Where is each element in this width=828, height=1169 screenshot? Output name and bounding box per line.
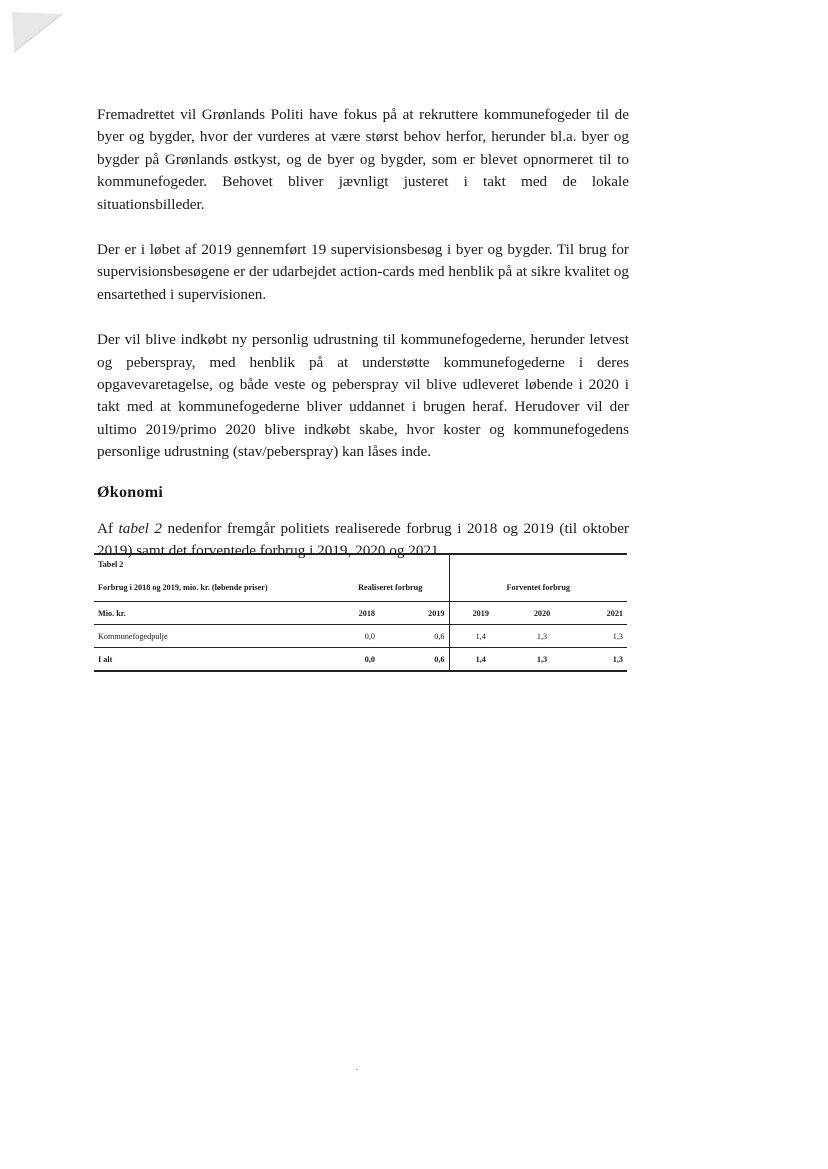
table-cell: 1,3	[572, 648, 627, 672]
row-label: I alt	[94, 648, 332, 672]
intro-text-before: Af	[97, 519, 119, 537]
year-header: 2018	[332, 602, 387, 625]
table-row-total	[94, 648, 627, 672]
table-header-row	[94, 602, 627, 625]
table-cell: 1,4	[449, 648, 512, 672]
budget-table-container	[94, 553, 627, 672]
year-header: 2020	[512, 602, 572, 625]
document-body	[97, 104, 629, 563]
page-corner-fold	[0, 0, 70, 62]
paragraph-supervision: Der er i løbet af 2019 gennemført 19 supervisionsbesøg i byer og bygder. Til brug for supervisionsbesøgene er der udarbejdet action-cards med henblik på at sikre kvalitet og ensartethed i supervisionen.	[97, 241, 629, 303]
scan-speck	[356, 1069, 358, 1070]
table-cell: 0,0	[332, 648, 387, 672]
table-cell: 0,0	[332, 625, 387, 648]
table-caption-row	[94, 573, 627, 602]
table-label-row	[94, 554, 627, 573]
table-cell: 1,3	[572, 625, 627, 648]
table-cell: 1,3	[512, 648, 572, 672]
table-caption: Forbrug i 2018 og 2019, mio. kr. (løbende priser)	[98, 582, 268, 592]
year-header: 2019	[449, 602, 512, 625]
table-cell: 1,4	[449, 625, 512, 648]
intro-text-after: nedenfor fremgår politiets realiserede forbrug i 2018 og 2019 (til oktober 2019) samt det forventede forbrug i 2019, 2020 og 2021.	[97, 519, 629, 560]
table-cell: 0,6	[387, 625, 449, 648]
group-header-realized: Realiseret forbrug	[332, 573, 449, 602]
table-cell: 0,6	[387, 648, 449, 672]
unit-label: Mio. kr.	[94, 602, 332, 625]
year-header: 2021	[572, 602, 627, 625]
table-row	[94, 625, 627, 648]
paragraph-recruitment: Fremadrettet vil Grønlands Politi have fokus på at rekruttere kommunefogeder til de byer og bygder, hvor der vurderes at være størst behov herfor, herunder bl.a. byer og bygder på Grønlands østkyst, og de byer og bygder, som er blevet opnormeret til to kommunefogeder. Behovet bliver jævnligt justeret i takt med de lokale situationsbilleder.	[97, 106, 629, 213]
table-reference: tabel 2	[118, 519, 162, 537]
group-header-expected: Forventet forbrug	[506, 582, 570, 592]
budget-table	[94, 553, 627, 672]
section-heading-economy: Økonomi	[97, 483, 164, 501]
table-cell: 1,3	[512, 625, 572, 648]
row-label: Kommunefogedpulje	[94, 625, 332, 648]
table-label: Tabel 2	[94, 554, 332, 573]
year-header: 2019	[387, 602, 449, 625]
paragraph-equipment: Der vil blive indkøbt ny personlig udrustning til kommunefogederne, herunder letvest og peberspray, med henblik på at understøtte kommunefogederne i deres opgavevaretagelse, og både veste og peberspray vil blive udleveret løbende i 2020 i takt med at kommunefogederne bliver uddannet i brugen heraf. Herudover vil der ultimo 2019/primo 2020 blive indkøbt skabe, hvor koster og kommunefogedens personlige udrustning (stav/peberspray) kan låses inde.	[97, 331, 629, 461]
